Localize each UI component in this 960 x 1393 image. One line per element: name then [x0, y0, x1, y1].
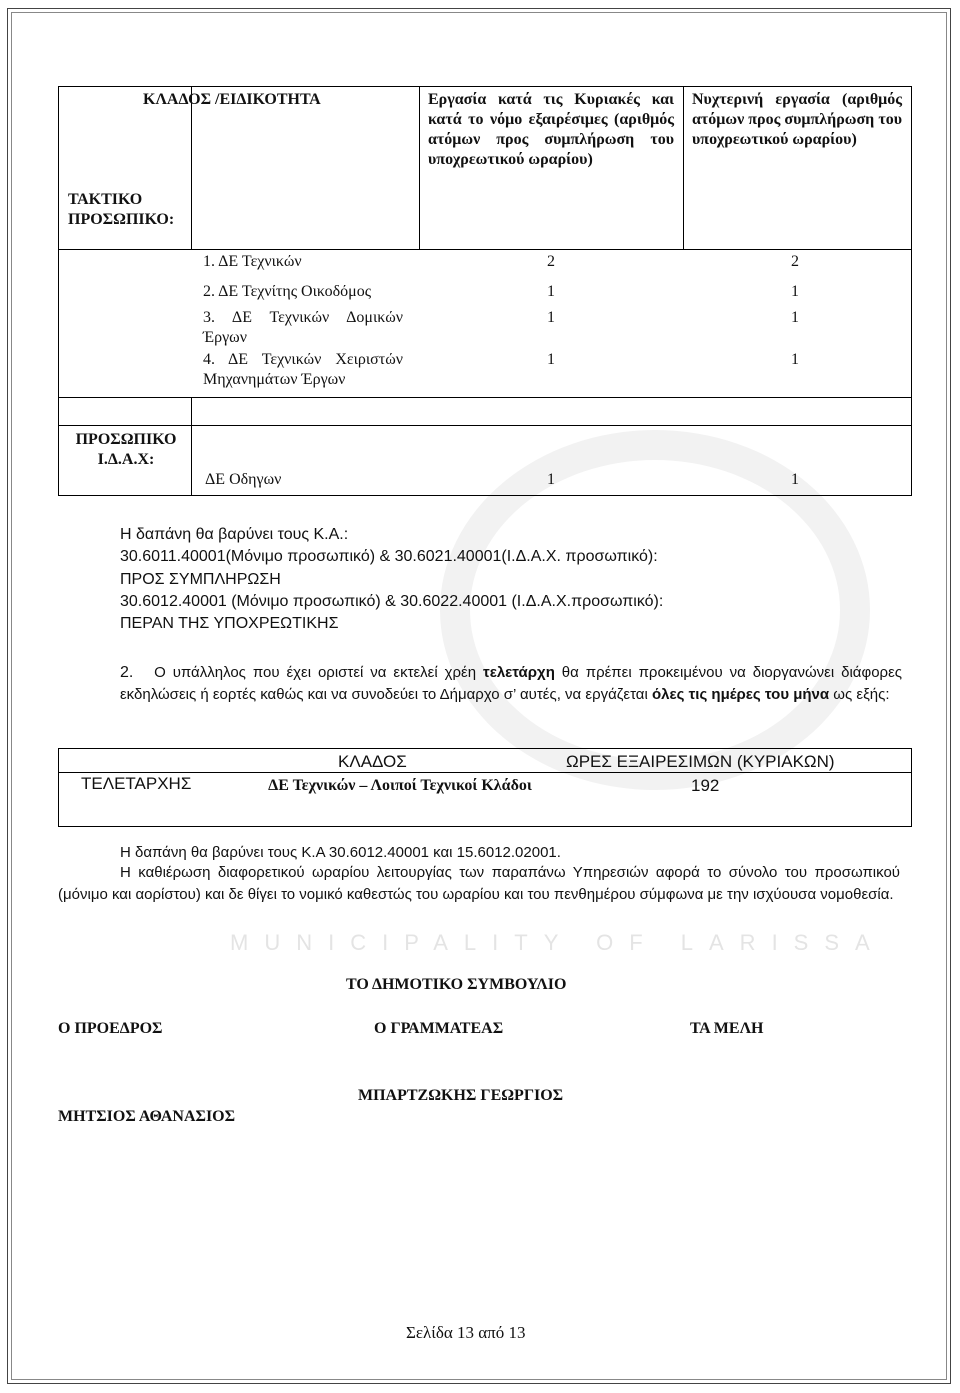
secretary-name: ΜΠΑΡΤΖΩΚΗΣ ΓΕΩΡΓΙΟΣ — [358, 1087, 564, 1104]
closing-text: Η καθιέρωση διαφορετικού ωραρίου λειτουργίας των παραπάνω Υπηρεσιών αφορά το σύνολο του προσωπικού (μόνιμο και αορίστου) και δε θίγει το νομικό καθεστώς του ωραρίου και του πενθημέρου σύμφωνα με την ισχύουσα νομοθεσία. — [58, 864, 900, 903]
section-contract-staff: ΠΡΟΣΩΠΙΚΟ Ι.Δ.Α.Χ: — [75, 431, 177, 468]
table2-hours: 192 — [691, 776, 720, 795]
row-name: 3. ΔΕ Τεχνικών Δομικών Έργων — [203, 309, 403, 346]
section-regular-staff: ΤΑΚΤΙΚΟ ΠΡΟΣΩΠΙΚΟ: — [68, 191, 175, 228]
watermark-text: MUNICIPALITY OF LARISSA — [230, 930, 886, 955]
budget-line: ΠΕΡΑΝ ΤΗΣ ΥΠΟΧΡΕΩΤΙΚΗΣ — [120, 615, 339, 632]
row-sunday: 1 — [547, 471, 555, 488]
row-night: 1 — [791, 351, 799, 368]
president-title: Ο ΠΡΟΕΔΡΟΣ — [58, 1020, 163, 1037]
council-title: ΤΟ ΔΗΜΟΤΙΚΟ ΣΥΜΒΟΥΛΙΟ — [346, 976, 567, 993]
table2-role: ΤΕΛΕΤΑΡΧΗΣ — [81, 774, 192, 793]
paragraph-bold: τελετάρχη — [483, 664, 555, 681]
row-sunday: 1 — [547, 351, 555, 368]
row-night: 2 — [791, 253, 799, 270]
president-name: ΜΗΤΣΙΟΣ ΑΘΑΝΑΣΙΟΣ — [58, 1108, 236, 1125]
row-sunday: 2 — [547, 253, 555, 270]
row-night: 1 — [791, 309, 799, 326]
table2-branch-header: ΚΛΑΔΟΣ — [338, 752, 407, 771]
budget-line: ΠΡΟΣ ΣΥΜΠΛΗΡΩΣΗ — [120, 571, 281, 588]
secretary-title: Ο ΓΡΑΜΜΑΤΕΑΣ — [374, 1020, 504, 1037]
row-sunday: 1 — [547, 283, 555, 300]
paragraph-text: θα πρέπει προκειμένου να διοργανώνει διάφορες εκδηλώσεις ή εορτές καθώς και να συνοδεύει το Δήμαρχο σ’ αυτές, να εργάζεται — [120, 664, 902, 703]
header-night-work: Νυχτερινή εργασία (αριθμός ατόμων προς συμπλήρωση του υποχρεωτικού ωραρίου) — [692, 91, 902, 148]
row-name: ΔΕ Οδηγων — [205, 471, 282, 488]
budget-line: Η δαπάνη θα βαρύνει τους Κ.Α.: — [120, 526, 349, 543]
budget-line: 30.6012.40001 (Μόνιμο προσωπικό) & 30.6022.40001 (Ι.Δ.Α.Χ.προσωπικό): — [120, 593, 664, 610]
paragraph-text: ως εξής: — [829, 686, 890, 703]
row-sunday: 1 — [547, 309, 555, 326]
budget-line: 30.6011.40001(Μόνιμο προσωπικό) & 30.6021.40001(Ι.Δ.Α.Χ. προσωπικό): — [120, 548, 658, 565]
paragraph-text: Ο υπάλληλος που έχει οριστεί να εκτελεί χρέη — [154, 664, 483, 681]
paragraph-bold: όλες τις ημέρες του μήνα — [651, 686, 830, 703]
table2-branch: ΔΕ Τεχνικών – Λοιποί Τεχνικοί Κλάδοι — [268, 777, 532, 794]
header-branch: ΚΛΑΔΟΣ /ΕΙΔΙΚΟΤΗΤΑ — [143, 91, 321, 108]
paragraph-number: 2. — [120, 664, 134, 681]
row-name: 1. ΔΕ Τεχνικών — [203, 253, 302, 270]
header-sunday-work: Εργασία κατά τις Κυριακές και κατά το νόμο εξαιρέσιμες (αριθμός ατόμων προς συμπλήρωση του υποχρεωτικού ωραρίου) — [428, 91, 674, 168]
page-number: Σελίδα 13 από 13 — [406, 1323, 526, 1342]
table2-hours-header: ΩΡΕΣ ΕΞΑΙΡΕΣΙΜΩΝ (ΚΥΡΙΑΚΩΝ) — [566, 752, 835, 771]
row-night: 1 — [791, 283, 799, 300]
row-name: 2. ΔΕ Τεχνίτης Οικοδόμος — [203, 283, 372, 300]
closing-budget: Η δαπάνη θα βαρύνει τους Κ.Α 30.6012.40001 και 15.6012.02001. — [120, 844, 561, 861]
row-name: 4. ΔΕ Τεχνικών Χειριστών Μηχανημάτων Έργων — [203, 351, 403, 388]
members-title: ΤΑ ΜΕΛΗ — [690, 1020, 764, 1037]
row-night: 1 — [791, 471, 799, 488]
paragraph-2 — [120, 662, 902, 706]
